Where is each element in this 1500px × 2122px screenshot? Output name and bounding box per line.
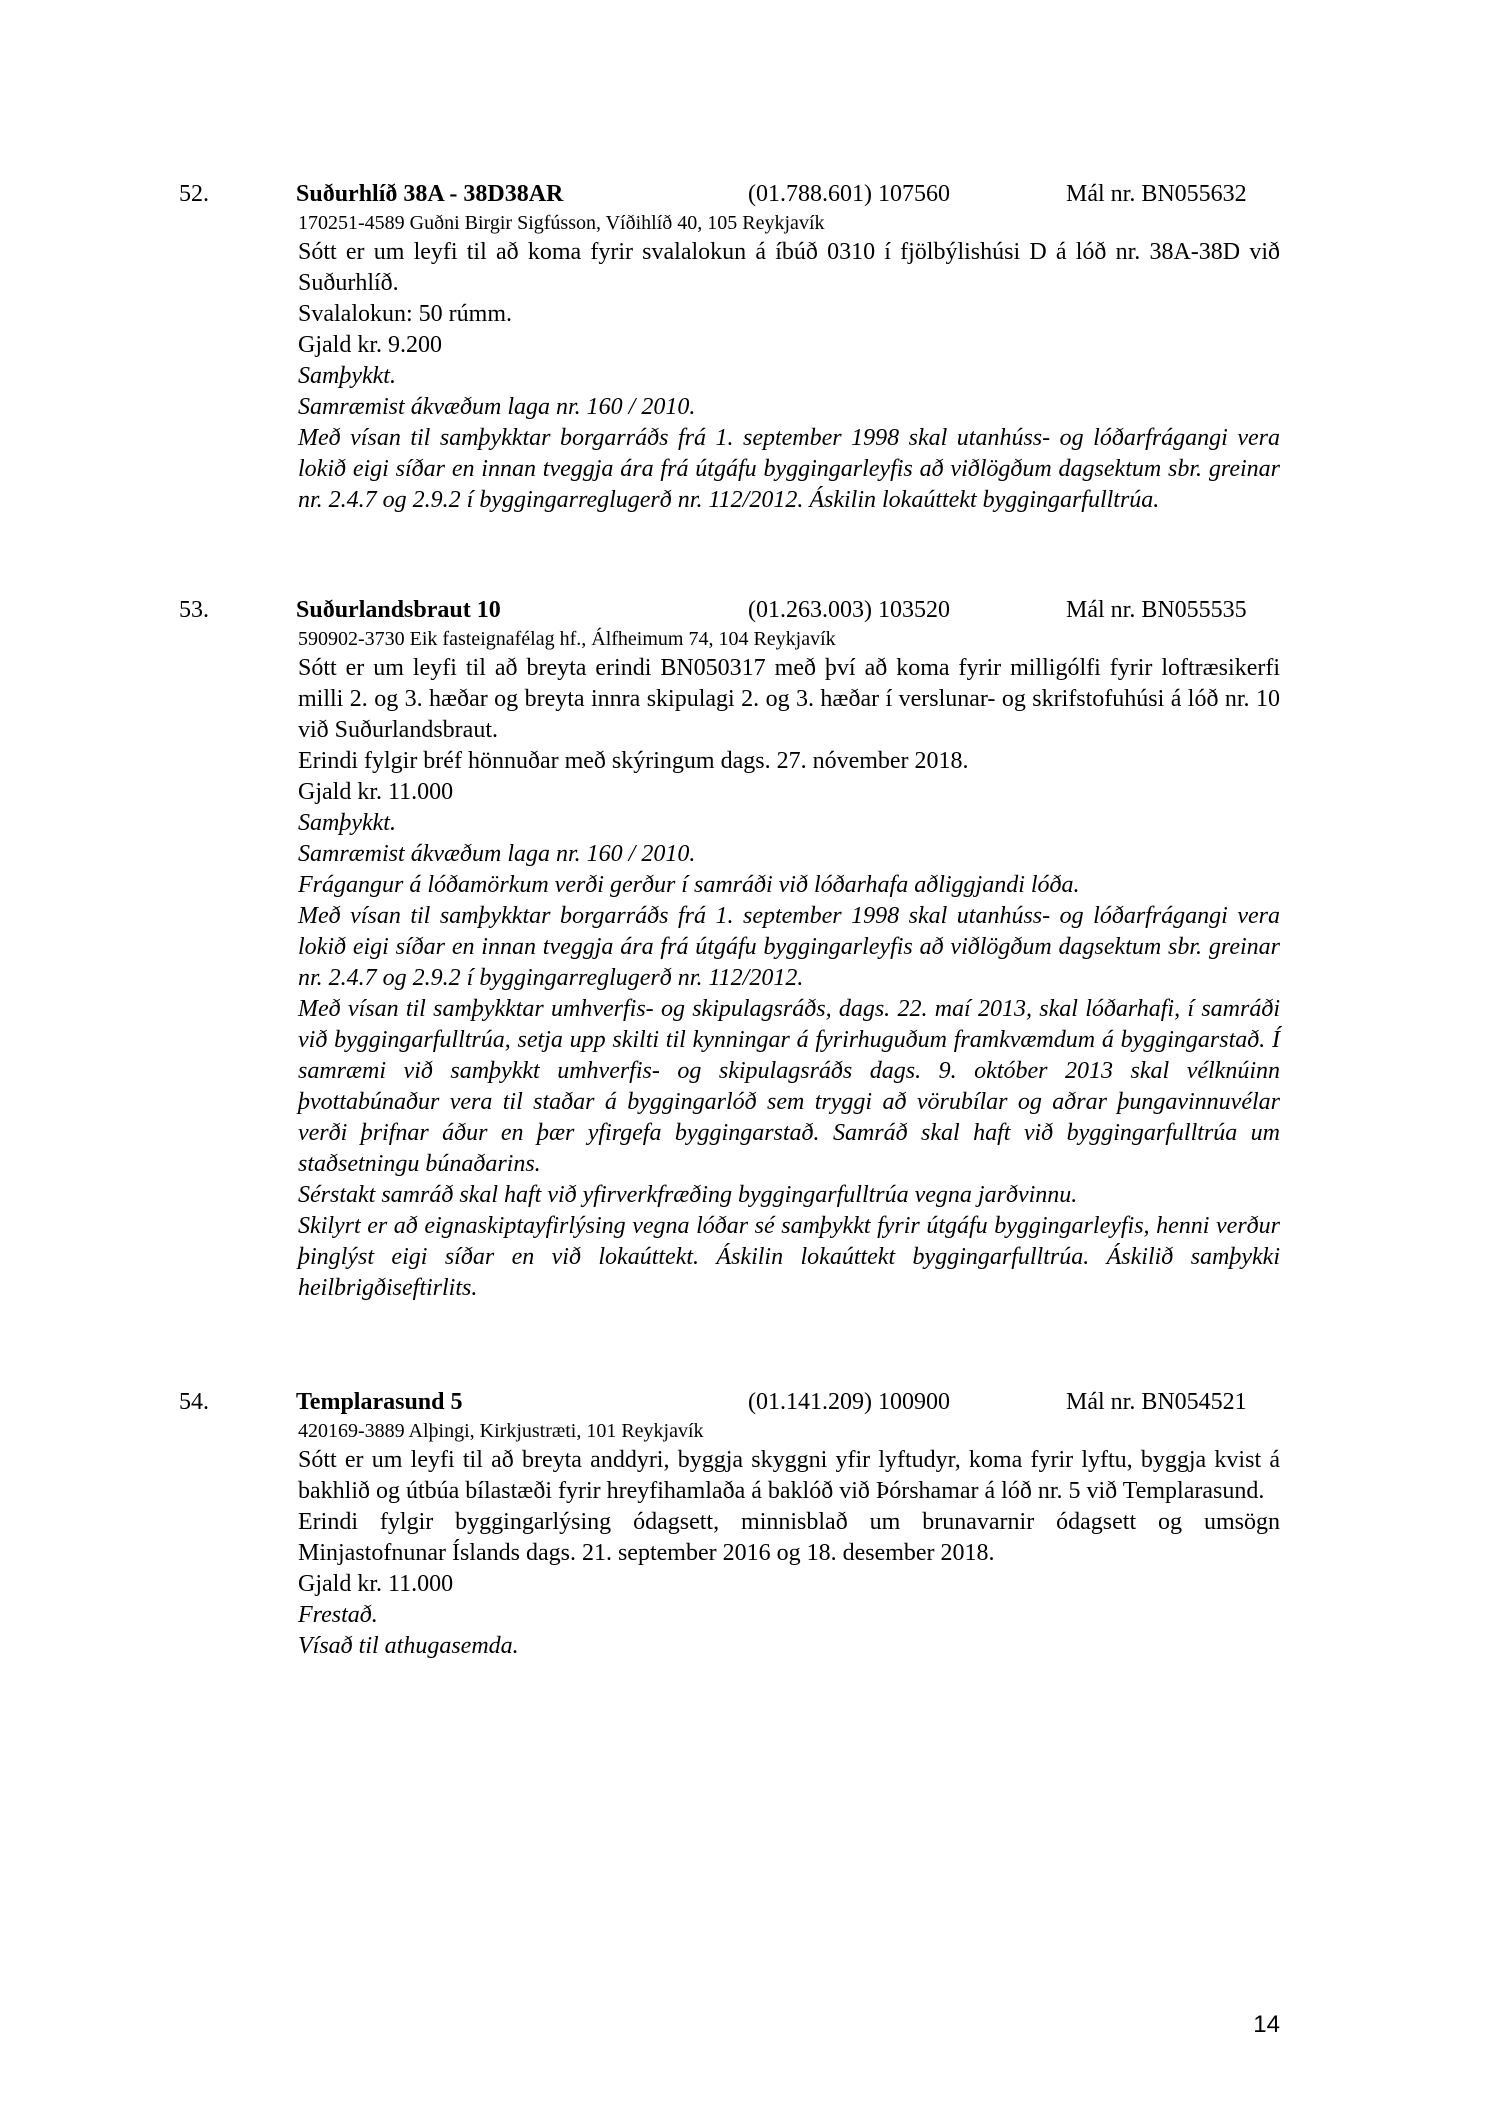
entry-number: 52. bbox=[179, 181, 209, 207]
entry-applicant: 170251-4589 Guðni Birgir Sigfússon, Víðihlíð 40, 105 Reykjavík bbox=[298, 212, 825, 234]
paragraph-fee: Gjald kr. 11.000 bbox=[298, 1571, 454, 1597]
paragraph-condition: Með vísan til samþykktar borgarráðs frá 1. september 1998 skal utanhúss- og lóðarfrágangi vera lokið eigi síðar en innan tveggja ára frá útgáfu byggingarleyfis að viðlögðum dagsektum sbr. greinar nr. 2.4.7 og 2.9.2 í byggingarreglugerð nr. 112/2012. bbox=[298, 903, 1280, 991]
paragraph-condition: Með vísan til samþykktar umhverfis- og skipulagsráðs, dags. 22. maí 2013, skal lóðarhafi, í samráði við byggingarfulltrúa, setja upp skilti til kynningar á fyrirhuguðum framkvæmdum á byggingarstað. Í samræmi við samþykkt umhverfis- og skipulagsráðs dags. 9. október 2013 skal vélknúinn þvottabúnaður vera til staðar á byggingarlóð sem tryggi að vörubílar og aðrar þungavinnuvélar verði þrifnar áður en þær yfirgefa byggingarstað. Samráð skal haft við byggingarfulltrúa um staðsetningu búnaðarins. bbox=[298, 996, 1280, 1177]
paragraph-scope: Svalalokun: 50 rúmm. bbox=[298, 301, 512, 327]
paragraph-decision: Samþykkt. bbox=[298, 363, 396, 389]
entry-header bbox=[0, 594, 1500, 626]
paragraph-note: Vísað til athugasemda. bbox=[298, 1633, 519, 1659]
case-entry-53 bbox=[0, 594, 1500, 1304]
entry-address: Suðurlandsbraut 10 bbox=[296, 597, 501, 623]
paragraph-condition: Með vísan til samþykktar borgarráðs frá 1. september 1998 skal utanhúss- og lóðarfrágangi vera lokið eigi síðar en innan tveggja ára frá útgáfu byggingarleyfis að viðlögðum dagsektum sbr. greinar nr. 2.4.7 og 2.9.2 í byggingarreglugerð nr. 112/2012. Áskilin lokaúttekt byggingarfulltrúa. bbox=[298, 425, 1280, 513]
entry-header bbox=[0, 178, 1500, 210]
entry-applicant: 420169-3889 Alþingi, Kirkjustræti, 101 Reykjavík bbox=[298, 1420, 704, 1442]
paragraph-fee: Gjald kr. 9.200 bbox=[298, 332, 442, 358]
entry-case-number: Mál nr. BN055632 bbox=[1066, 181, 1247, 207]
entry-body bbox=[298, 653, 1280, 1304]
page-number: 14 bbox=[1253, 2011, 1280, 2038]
entry-body bbox=[298, 237, 1280, 516]
entry-lot-code: (01.263.003) 103520 bbox=[748, 597, 950, 623]
paragraph-decision: Samþykkt. bbox=[298, 810, 396, 836]
paragraph-decision: Frestað. bbox=[298, 1602, 378, 1628]
entry-address: Suðurhlíð 38A - 38D38AR bbox=[296, 181, 564, 207]
entry-body bbox=[298, 1445, 1280, 1662]
entry-case-number: Mál nr. BN054521 bbox=[1066, 1389, 1247, 1415]
paragraph-fee: Gjald kr. 11.000 bbox=[298, 779, 454, 805]
paragraph-law-reference: Samræmist ákvæðum laga nr. 160 / 2010. bbox=[298, 841, 696, 867]
case-entry-52 bbox=[0, 178, 1500, 516]
entry-number: 53. bbox=[179, 597, 209, 623]
paragraph-attachment: Erindi fylgir bréf hönnuðar með skýringum dags. 27. nóvember 2018. bbox=[298, 748, 969, 774]
entry-case-number: Mál nr. BN055535 bbox=[1066, 597, 1247, 623]
entry-applicant: 590902-3730 Eik fasteignafélag hf., Álfheimum 74, 104 Reykjavík bbox=[298, 628, 836, 650]
paragraph-condition: Sérstakt samráð skal haft við yfirverkfræðing byggingarfulltrúa vegna jarðvinnu. bbox=[298, 1182, 1078, 1208]
entry-number: 54. bbox=[179, 1389, 209, 1415]
entry-header bbox=[0, 1386, 1500, 1418]
paragraph-description: Sótt er um leyfi til að breyta anddyri, byggja skyggni yfir lyftudyr, koma fyrir lyftu, byggja kvist á bakhlið og útbúa bílastæði fyrir hreyfihamlaða á baklóð við Þórshamar á lóð nr. 5 við Templarasund. bbox=[298, 1447, 1280, 1504]
entry-lot-code: (01.788.601) 107560 bbox=[748, 181, 950, 207]
paragraph-description: Sótt er um leyfi til að koma fyrir svalalokun á íbúð 0310 í fjölbýlishúsi D á lóð nr. 38A-38D við Suðurhlíð. bbox=[298, 239, 1280, 296]
paragraph-condition: Frágangur á lóðamörkum verði gerður í samráði við lóðarhafa aðliggjandi lóða. bbox=[298, 872, 1080, 898]
paragraph-law-reference: Samræmist ákvæðum laga nr. 160 / 2010. bbox=[298, 394, 696, 420]
paragraph-attachment: Erindi fylgir byggingarlýsing ódagsett, minnisblað um brunavarnir ódagsett og umsögn Minjastofnunar Íslands dags. 21. september 2016 og 18. desember 2018. bbox=[298, 1509, 1280, 1566]
entry-address: Templarasund 5 bbox=[296, 1389, 463, 1415]
entry-lot-code: (01.141.209) 100900 bbox=[748, 1389, 950, 1415]
case-entry-54 bbox=[0, 1386, 1500, 1662]
paragraph-condition: Skilyrt er að eignaskiptayfirlýsing vegna lóðar sé samþykkt fyrir útgáfu byggingarleyfis, henni verður þinglýst eigi síðar en við lokaúttekt. Áskilin lokaúttekt byggingarfulltrúa. Áskilið samþykki heilbrigðiseftirlits. bbox=[298, 1213, 1280, 1301]
paragraph-description: Sótt er um leyfi til að breyta erindi BN050317 með því að koma fyrir milligólfi fyrir loftræsikerfi milli 2. og 3. hæðar og breyta innra skipulagi 2. og 3. hæðar í verslunar- og skrifstofuhúsi á lóð nr. 10 við Suðurlandsbraut. bbox=[298, 655, 1280, 743]
